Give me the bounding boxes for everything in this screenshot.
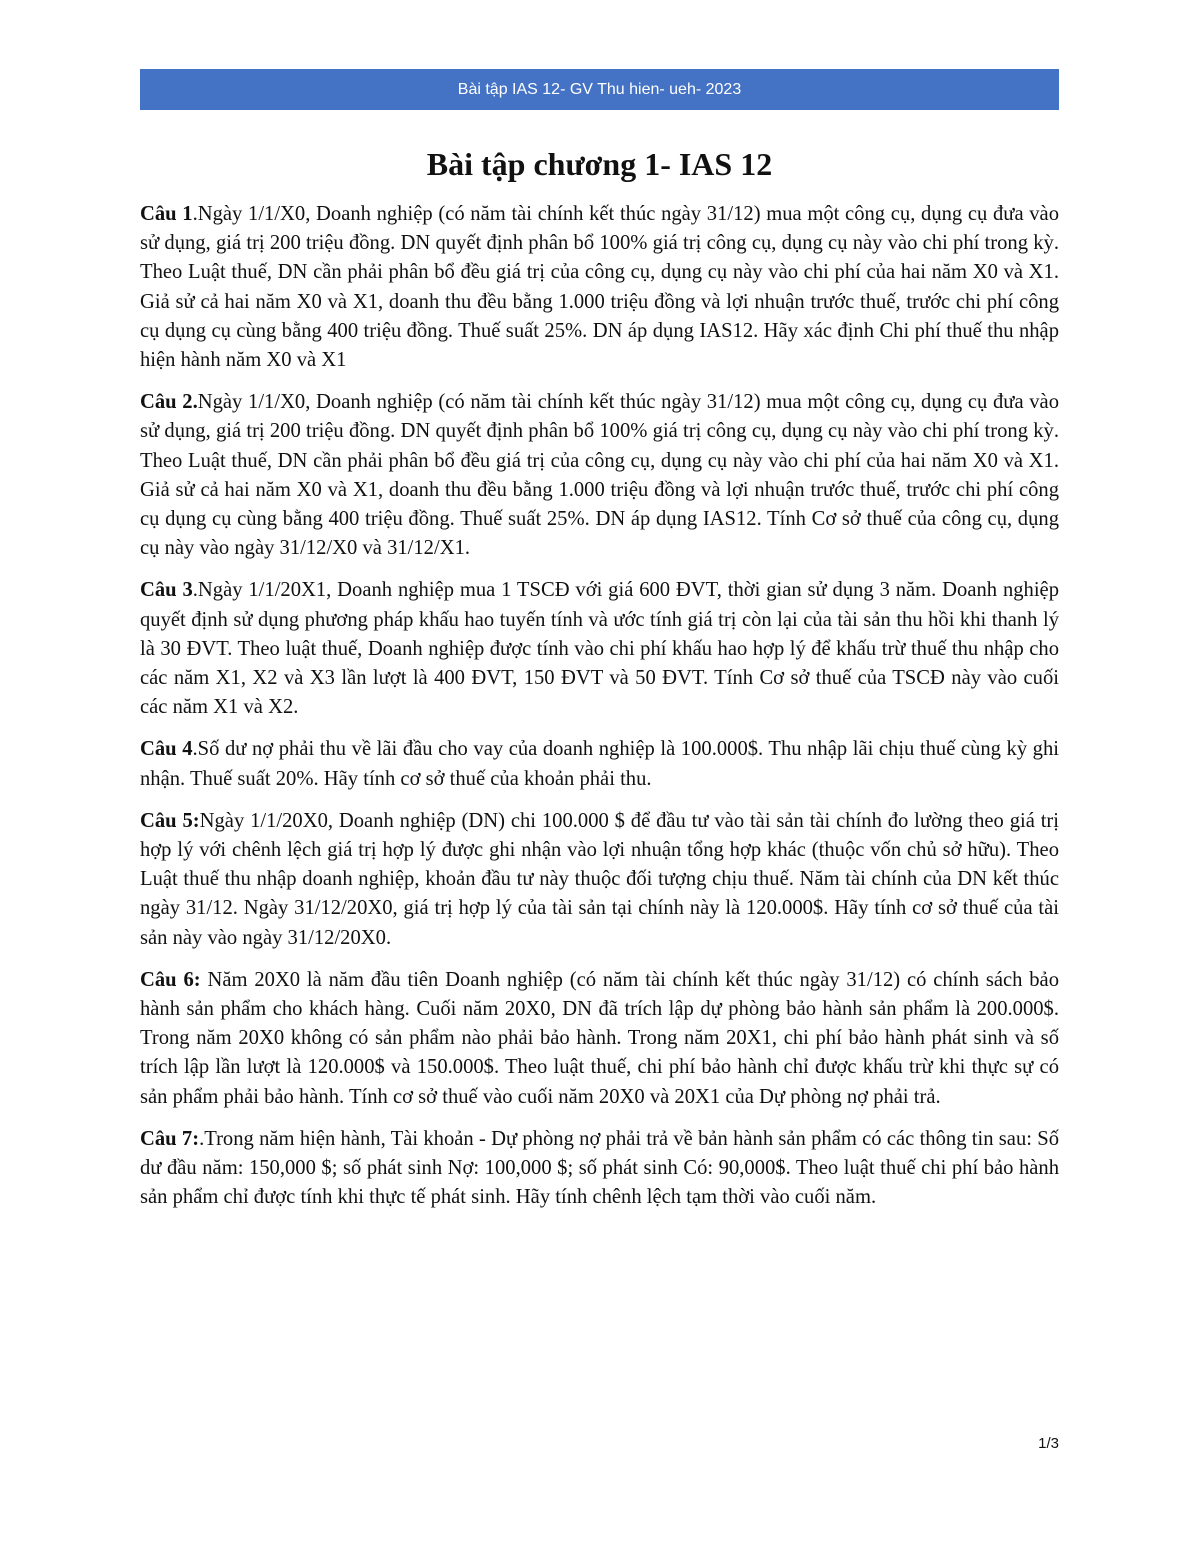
question-3 — [140, 576, 1059, 722]
question-text: .Số dư nợ phải thu về lãi đầu cho vay của doanh nghiệp là 100.000$. Thu nhập lãi chịu thuế cùng kỳ ghi nhận. Thuế suất 20%. Hãy tính cơ sở thuế của khoản phải thu. — [140, 738, 1060, 790]
question-1 — [140, 200, 1059, 375]
question-label: Câu 5: — [140, 809, 200, 832]
question-7 — [140, 1125, 1059, 1213]
question-text: .Trong năm hiện hành, Tài khoản - Dự phòng nợ phải trả về bản hành sản phẩm có các thông tin sau: Số dư đầu năm: 150,000 $; số phát sinh Nợ: 100,000 $; số phát sinh Có: 90,000$. Theo luật thuế chi phí bảo hành sản phẩm chỉ được tính khi thực tế phát sinh. Hãy tính chênh lệch tạm thời vào cuối năm. — [140, 1127, 1059, 1209]
question-5 — [140, 807, 1059, 953]
question-label: Câu 1 — [140, 203, 193, 225]
question-text: .Ngày 1/1/X0, Doanh nghiệp (có năm tài chính kết thúc ngày 31/12) mua một công cụ, dụng cụ đưa vào sử dụng, giá trị 200 triệu đồng. DN quyết định phân bổ 100% giá trị công cụ, dụng cụ này vào chi phí trong kỳ. Theo Luật thuế, DN cần phải phân bổ đều giá trị của công cụ, dụng cụ này vào chi phí của hai năm X0 và X1. Giả sử cả hai năm X0 và X1, doanh thu đều bằng 1.000 triệu đồng và lợi nhuận trước thuế, trước chi phí công cụ dụng cụ cùng bằng 400 triệu đồng. Thuế suất 25%. DN áp dụng IAS12. Hãy xác định Chi phí thuế thu nhập hiện hành năm X0 và X1 — [140, 203, 1059, 372]
document-header — [140, 69, 1059, 110]
page-number: 1/3 — [1038, 1435, 1059, 1452]
question-label: Câu 3 — [140, 579, 193, 602]
question-text: Ngày 1/1/X0, Doanh nghiệp (có năm tài chính kết thúc ngày 31/12) mua một công cụ, dụng cụ đưa vào sử dụng, giá trị 200 triệu đồng. DN quyết định phân bổ 100% giá trị công cụ, dụng cụ này vào chi phí trong kỳ. Theo Luật thuế, DN cần phải phân bổ đều giá trị của công cụ, dụng cụ này vào chi phí của hai năm X0 và X1. Giả sử cả hai năm X0 và X1, doanh thu đều bằng 1.000 triệu đồng và lợi nhuận trước thuế, trước chi phí công cụ dụng cụ cùng bằng 400 triệu đồng. Thuế suất 25%. DN áp dụng IAS12. Tính Cơ sở thuế của công cụ, dụng cụ này vào ngày 31/12/X0 và 31/12/X1. — [140, 391, 1059, 560]
question-text: Ngày 1/1/20X0, Doanh nghiệp (DN) chi 100.000 $ để đầu tư vào tài sản tài chính đo lường theo giá trị hợp lý với chênh lệch giá trị hợp lý được ghi nhận vào lợi nhuận tổng hợp khác (thuộc vốn chủ sở hữu). Theo Luật thuế thu nhập doanh nghiệp, khoản đầu tư này thuộc đối tượng chịu thuế. Năm tài chính của DN kết thúc ngày 31/12. Ngày 31/12/20X0, giá trị hợp lý của tài sản tại chính này là 120.000$. Hãy tính cơ sở thuế của tài sản này vào ngày 31/12/20X0. — [140, 809, 1060, 949]
question-label: Câu 6: — [140, 968, 201, 991]
question-text: Năm 20X0 là năm đầu tiên Doanh nghiệp (có năm tài chính kết thúc ngày 31/12) có chính sách bảo hành sản phẩm cho khách hàng. Cuối năm 20X0, DN đã trích lập dự phòng bảo hành sản phẩm là 200.000$. Trong năm 20X0 không có sản phẩm nào phải bảo hành. Trong năm 20X1, chi phí bảo hành phát sinh và số trích lập lần lượt là 120.000$ và 150.000$. Theo luật thuế, chi phí bảo hành chỉ được khấu trừ khi thực sự có sản phẩm phải bảo hành. Tính cơ sở thuế vào cuối năm 20X0 và 20X1 của Dự phòng nợ phải trả. — [140, 968, 1059, 1108]
question-label: Câu 2. — [140, 391, 198, 414]
question-text: .Ngày 1/1/20X1, Doanh nghiệp mua 1 TSCĐ với giá 600 ĐVT, thời gian sử dụng 3 năm. Doanh nghiệp quyết định sử dụng phương pháp khấu hao tuyến tính và ước tính giá trị còn lại của tài sản thu hồi khi thanh lý là 30 ĐVT. Theo luật thuế, Doanh nghiệp được tính vào chi phí khấu hao hợp lý để khấu trừ thuế thu nhập cho các năm X1, X2 và X3 lần lượt là 400 ĐVT, 150 ĐVT và 50 ĐVT. Tính Cơ sở thuế của TSCĐ này vào cuối các năm X1 và X2. — [140, 579, 1059, 719]
page-title: Bài tập chương 1- IAS 12 — [426, 146, 773, 182]
question-label: Câu 7: — [140, 1127, 200, 1150]
question-2 — [140, 388, 1059, 563]
question-label: Câu 4 — [140, 738, 193, 761]
question-4 — [140, 735, 1059, 793]
header-text: Bài tập IAS 12- GV Thu hien- ueh- 2023 — [457, 80, 742, 98]
question-6 — [140, 966, 1059, 1112]
question-list — [140, 200, 1059, 1226]
